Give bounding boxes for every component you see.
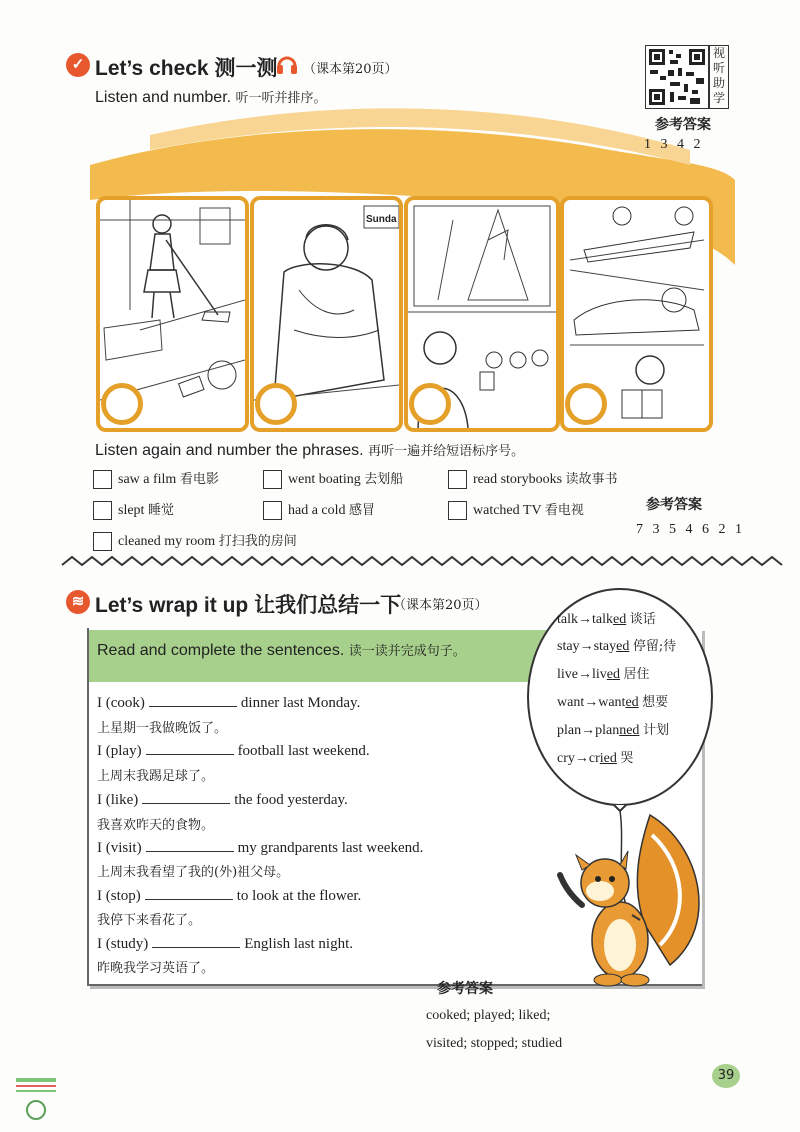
verb-ending: ied [599,751,617,766]
sentence-5 [97,885,361,905]
sentence-rest: football last weekend. [237,743,370,759]
phrase-en: cleaned my room [118,534,216,549]
verb-cn: 谈话 [629,612,656,627]
wrap-instruction-en: Read and complete the sentences. [97,642,345,659]
verb-base: live [557,667,578,682]
qr-code[interactable] [645,45,709,109]
sentence-4-cn: 上周末我看望了我的(外)祖父母。 [97,865,290,880]
corner-stamp-icon [14,1076,60,1126]
check-textbook-ref: （课本第20页） [303,62,398,77]
verb-cn: 停留;待 [632,639,677,654]
sentence-rest: my grandparents last weekend. [237,840,424,856]
check-instruction-en: Listen and number. [95,89,232,106]
sentence-1-cn: 上星期一我做晚饭了。 [97,721,228,736]
verb-item [557,635,676,655]
phrase-checkbox[interactable] [93,532,112,551]
answer-blank[interactable] [146,740,234,755]
answer-blank[interactable] [146,837,234,852]
phrase-item [448,499,584,520]
phrase-item [93,530,297,551]
arrow-icon: → [578,612,592,627]
verb-cn: 哭 [620,751,634,766]
phrase-item [448,468,618,489]
check-instruction [95,87,327,107]
verb-base: talk [557,612,578,627]
phrase-cn: 去划船 [364,472,404,487]
phrase-item [263,499,375,520]
number-circle-2[interactable] [255,383,297,425]
sentence-3-cn: 我喜欢昨天的食物。 [97,818,215,833]
verb-item [557,691,668,711]
wrap-up-icon: ≋ [66,590,90,614]
verb-item [557,719,669,739]
sign-text: Sunda [366,214,397,225]
answer-blank[interactable] [145,885,233,900]
sentence-rest: dinner last Monday. [240,695,361,711]
phrase-item [93,468,219,489]
arrow-icon: → [579,639,594,654]
phrase-checkbox[interactable] [93,470,112,489]
verb-item [557,747,633,767]
phrase-checkbox[interactable] [448,470,467,489]
phrase-cn: 打扫我的房间 [218,534,297,549]
arrow-icon: → [584,695,599,710]
number-circle-1[interactable] [101,383,143,425]
phrase-checkbox[interactable] [448,501,467,520]
verb-stem: talk [592,612,613,627]
wrap-answer-title: 参考答案 [437,981,493,997]
phrase-cn: 看电影 [179,472,219,487]
sentence-2 [97,740,370,760]
phrase-cn: 睡觉 [147,503,174,518]
verb-ending: ned [619,723,640,738]
check-mark-icon: ✓ [66,53,90,77]
sentence-6-cn: 昨晚我学习英语了。 [97,961,215,976]
arrow-icon: → [581,723,596,738]
wrap-title: Let’s wrap it up 让我们总结一下 [95,594,402,617]
verb-base: stay [557,639,580,654]
phrases-instruction-cn: 再听一遍并给短语标序号。 [368,444,525,459]
sentence-5-cn: 我停下来看花了。 [97,913,202,928]
phrase-en: saw a film [118,472,177,487]
verb-stem: liv [592,667,607,682]
check-answer: 1 3 4 2 [644,137,704,152]
phrase-en: went boating [288,472,361,487]
wrap-textbook-ref: （课本第20页） [393,598,488,613]
phrase-checkbox[interactable] [263,501,282,520]
phrase-checkbox[interactable] [93,501,112,520]
verb-ending: ed [613,612,627,627]
verb-cn: 计划 [642,723,669,738]
phrase-checkbox[interactable] [263,470,282,489]
check-instruction-cn: 听一听并排序。 [235,91,327,106]
sentence-rest: the food yesterday. [234,792,348,808]
verb-stem: cr [588,751,600,766]
phrase-cn: 看电视 [544,503,584,518]
verb-ending: ed [606,667,620,682]
verb-ending: ed [616,639,630,654]
verb-item [557,608,656,628]
verb-ending: ed [625,695,639,710]
wrap-answer-line-1: cooked; played; liked; [426,1008,551,1023]
verb-cn: 居住 [623,667,650,682]
sentence-2-cn: 上周末我踢足球了。 [97,769,215,784]
verb-stem: plan [595,723,620,738]
sentence-1 [97,692,360,712]
sentence-rest: English last night. [244,936,353,952]
answer-blank[interactable] [142,789,230,804]
number-circle-4[interactable] [565,383,607,425]
sentence-3 [97,789,348,809]
qr-label: 视听助学 [709,45,729,109]
sentence-6 [97,933,353,953]
phrases-answer: 7 3 5 4 6 2 1 [636,522,745,537]
verb-stem: stay [593,639,617,654]
wrap-instruction-cn: 读一读并完成句子。 [348,644,466,659]
phrase-en: read storybooks [473,472,563,487]
sentence-prompt: I (play) [97,743,142,759]
number-circle-3[interactable] [409,383,451,425]
verb-cn: 想要 [642,695,669,710]
phrase-en: had a cold [288,503,346,518]
phrase-en: slept [118,503,145,518]
zigzag-divider [62,557,782,565]
sentence-prompt: I (stop) [97,888,141,904]
sentence-prompt: I (visit) [97,840,142,856]
verb-base: plan [557,723,582,738]
headphones-icon [276,52,298,76]
phrase-item [93,499,174,520]
wrap-instruction [97,640,466,660]
sentence-prompt: I (cook) [97,695,145,711]
page-number: 39 [712,1064,740,1088]
phrases-answer-title: 参考答案 [646,497,702,513]
sentence-prompt: I (study) [97,936,149,952]
verb-base: want [557,695,585,710]
check-answer-title: 参考答案 [655,117,711,133]
phrase-cn: 读故事书 [565,472,618,487]
sentence-prompt: I (like) [97,792,139,808]
arrow-icon: → [578,667,592,682]
phrases-instruction [95,440,524,460]
phrase-en: watched TV [473,503,542,518]
phrases-instruction-en: Listen again and number the phrases. [95,442,364,459]
arrow-icon: → [574,751,589,766]
check-title: Let’s check 测一测 [95,57,278,80]
wrap-answer-line-2: visited; stopped; studied [426,1036,563,1051]
phrase-item [263,468,403,489]
sentence-rest: to look at the flower. [236,888,362,904]
verb-base: cry [557,751,575,766]
answer-blank[interactable] [149,692,237,707]
verb-item [557,663,650,683]
sentence-4 [97,837,423,857]
verb-stem: want [598,695,626,710]
answer-blank[interactable] [152,933,240,948]
qr-code-icon [646,46,708,108]
phrase-cn: 感冒 [349,503,376,518]
